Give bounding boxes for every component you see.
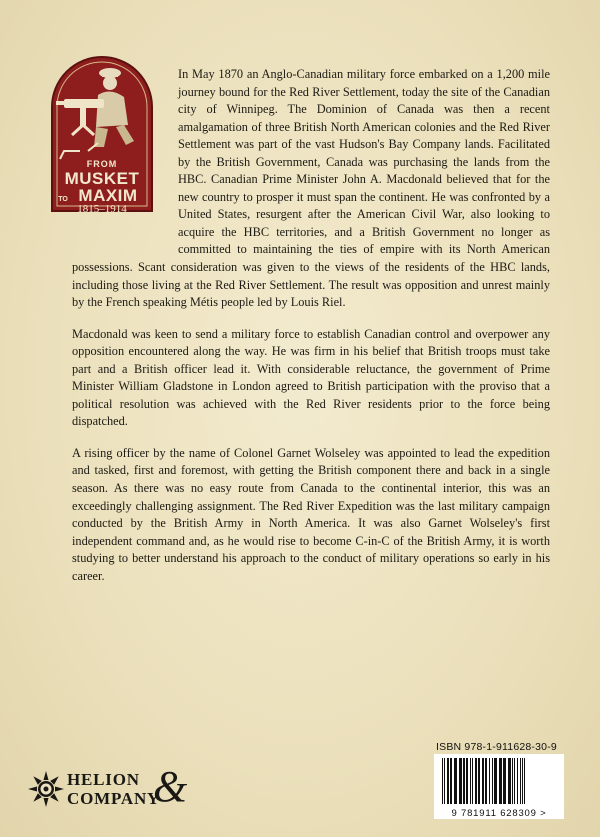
paragraph-3: A rising officer by the name of Colonel Garnet Wolseley was appointed to lead the expedition and tasked, first and foremost, with getting the British component there and back in a single season. As there was no easy route from Canada to the continental interior, this was an exceedingly challenging assignment. The Red River Expedition was the last military campaign conducted by the British Army in North America. It was also Garnet Wolseley's first independent command and, as he would rise to become C-in-C of the British Army, it is worth studying to better understand his approach to the conduct of military operations so early in his career. [72, 445, 550, 583]
barcode-bar [482, 758, 484, 804]
paragraph-2: Macdonald was keen to send a military force to establish Canadian control and overpower any opposition encountered along the way. He was firm in his belief that British troops must take part and a British officer lead it. With considerable reluctance, the government of Prime Minister William Gladstone in London agreed to British participation with the proviso that a political resolution was achieved with the Red River residents prior to the force being dispatched. [72, 326, 550, 429]
barcode-bar [499, 758, 502, 804]
badge-line2: MUSKET [64, 169, 140, 188]
barcode-bar [517, 758, 518, 804]
barcode-bar [475, 758, 477, 804]
badge-line1: FROM [86, 159, 118, 169]
barcode-bar [492, 758, 493, 804]
barcode-bars [434, 754, 564, 808]
barcode-bar [472, 758, 473, 804]
paragraph-1-text: In May 1870 an Anglo-Canadian military force embarked on a 1,200 mile journey bound for the Red River Settlement, today the site of the Canadian city of Winnipeg. The Dominion of Canada was then a recent amalgamation of three British North American colonies and the Red River Settlement was part of the vast Hudson's Bay Company lands. Facilitated by the British Government, Canada was purchasing the lands from the HBC. Canadian Prime Minister John A. Macdonald believed that for the new country to prosper it must span the continent. He was confronted by a United States, resurgent after the American Civil War, also looking to acquire the HBC territories, and a British Government no longer as committed to maintaining the ties of empire with its North American possessions. Scant consideration was given to the views of the residents of the HBC lands, including those living at the Red River Settlement. The result was opposition and unrest mainly by the French speaking Métis people led by Louis Riel. [72, 67, 550, 310]
barcode-bar [522, 758, 523, 804]
badge-years: 1815–1914 [77, 203, 127, 213]
barcode-bar [454, 758, 457, 804]
badge-line3: TO [58, 196, 68, 203]
barcode-bar [514, 758, 515, 804]
barcode-bar [442, 758, 443, 804]
publisher-line1: HELION [67, 770, 140, 789]
paragraph-1 [72, 66, 550, 312]
barcode-bar [494, 758, 497, 804]
sun-emblem-icon [27, 769, 65, 809]
barcode-bar [447, 758, 449, 804]
barcode-number: 9 781911 628309 > [434, 808, 564, 819]
badge-line4: MAXIM [78, 186, 138, 205]
barcode-bar [466, 758, 468, 804]
barcode-bar [520, 758, 521, 804]
barcode-bar [524, 758, 525, 804]
barcode-bar [470, 758, 471, 804]
barcode-bar [459, 758, 462, 804]
publisher-line2: COMPANY [67, 789, 161, 808]
barcode-bar [463, 758, 465, 804]
publisher-ampersand: & [153, 762, 188, 811]
barcode [434, 754, 564, 816]
barcode-bar [478, 758, 480, 804]
barcode-bar [508, 758, 511, 804]
barcode-bar [503, 758, 506, 804]
barcode-bar [450, 758, 452, 804]
barcode-bar [485, 758, 487, 804]
badge-spacer [72, 66, 172, 246]
barcode-bar [444, 758, 445, 804]
isbn-label: ISBN 978-1-911628-30-9 [436, 741, 557, 753]
barcode-bar [489, 758, 490, 804]
barcode-bar [512, 758, 513, 804]
publisher-logo [27, 762, 197, 815]
publisher-name [67, 770, 160, 808]
blurb-text [72, 66, 550, 599]
